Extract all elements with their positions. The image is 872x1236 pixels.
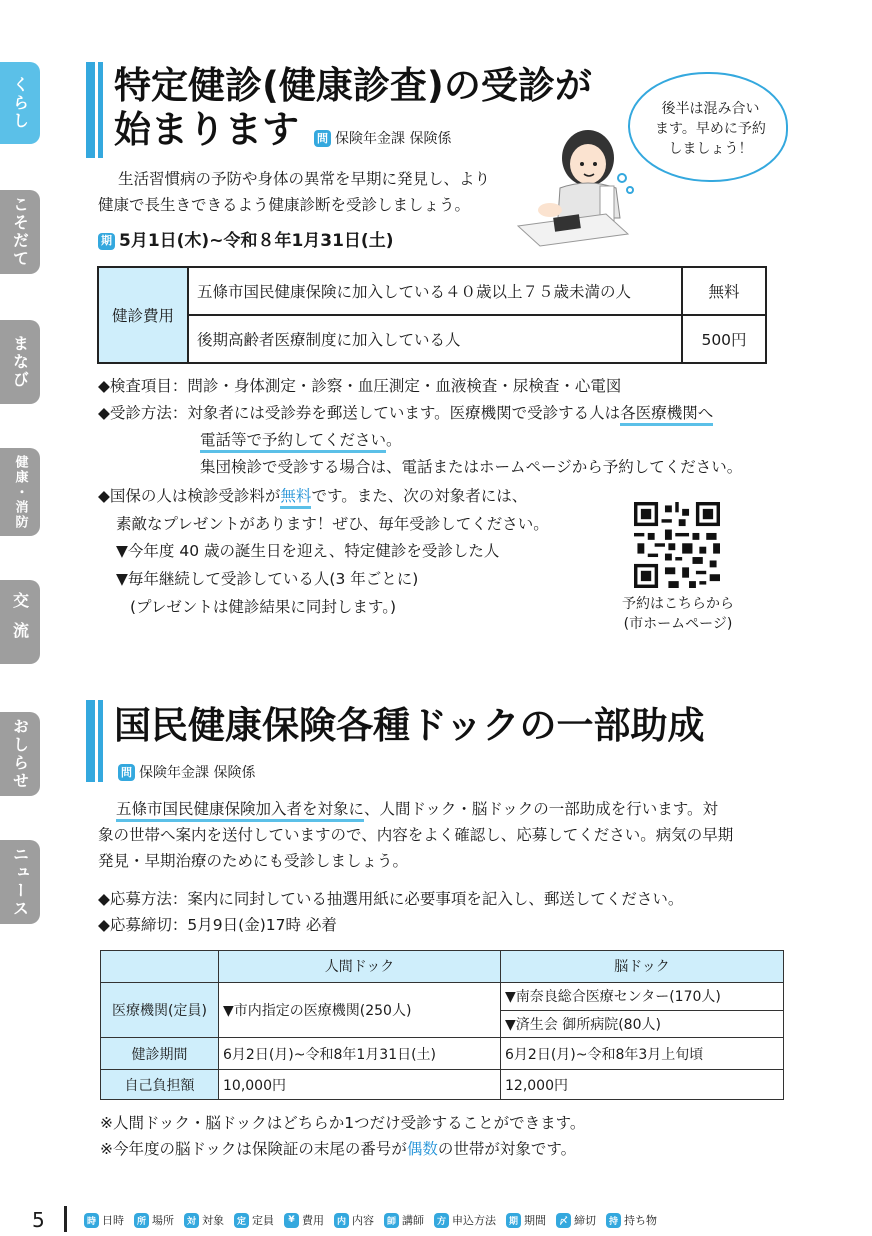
belongings-icon: 持 bbox=[606, 1213, 621, 1228]
dock-row-period-label: 健診期間 bbox=[101, 1038, 219, 1070]
heading-accent-bar bbox=[86, 700, 95, 782]
side-tabs bbox=[0, 0, 42, 1236]
section2-title: 国民健康保険各種ドックの一部助成 bbox=[114, 704, 705, 747]
dock-row-cost-label: 自己負担額 bbox=[101, 1070, 219, 1100]
section1-dept-text: 保険年金課 保険係 bbox=[335, 131, 452, 147]
legend-label: 持ち物 bbox=[624, 1214, 657, 1227]
section2-intro-line2: 象の世帯へ案内を送付していますので、内容をよく確認し、応募してください。病気の早期 bbox=[98, 826, 734, 844]
section2-dept-text: 保険年金課 保険係 bbox=[139, 765, 256, 781]
heading-accent-bar-thin bbox=[98, 700, 103, 782]
dock-col-ningen: 人間ドック bbox=[219, 951, 501, 983]
qr-caption bbox=[610, 594, 746, 634]
dock-col-nou: 脳ドック bbox=[501, 951, 784, 983]
present-note: (プレゼントは健診結果に同封します。) bbox=[130, 598, 396, 616]
legend-item bbox=[184, 1212, 224, 1228]
section2-intro-rest: 、人間ドック・脳ドックの一部助成を行います。対 bbox=[364, 800, 719, 818]
dock-table bbox=[100, 950, 784, 1100]
method-line1 bbox=[98, 400, 713, 426]
page-divider bbox=[64, 1206, 67, 1232]
side-tab-oshirase[interactable]: おしらせ bbox=[0, 712, 40, 796]
side-tab-kosodate[interactable]: こそだて bbox=[0, 190, 40, 274]
legend-label: 定員 bbox=[252, 1214, 274, 1227]
apply-method: ◆応募方法：案内に同封している抽選用紙に必要事項を記入し、郵送してください。 bbox=[98, 890, 684, 908]
apply-method-icon: 方 bbox=[434, 1213, 449, 1228]
legend-label: 日時 bbox=[102, 1214, 124, 1227]
legend-item bbox=[556, 1212, 596, 1228]
dock-period-nou: 6月2日(月)~令和8年3月上旬頃 bbox=[501, 1038, 784, 1070]
method-line2 bbox=[200, 427, 402, 453]
deadline-icon: 〆 bbox=[556, 1213, 571, 1228]
table-row bbox=[101, 982, 784, 1010]
dock-table-corner bbox=[101, 951, 219, 983]
section2-intro-line1 bbox=[116, 796, 718, 822]
qr-code-icon[interactable] bbox=[634, 502, 720, 588]
section1-intro-line2: 健康で長生きできるよう健康診断を受診しましょう。 bbox=[98, 196, 471, 214]
legend-label: 講師 bbox=[402, 1214, 424, 1227]
section1-period bbox=[98, 228, 393, 254]
legend-item bbox=[606, 1212, 657, 1228]
speech-bubble-text bbox=[653, 99, 768, 159]
section2-intro-line3 bbox=[98, 848, 408, 874]
target2: ▼毎年継続して受診している人(3 年ごとに) bbox=[116, 570, 419, 588]
legend-item bbox=[84, 1212, 124, 1228]
section1-title-line2: 始まります bbox=[114, 108, 299, 151]
section1-dept bbox=[314, 128, 451, 148]
legend-label: 対象 bbox=[202, 1214, 224, 1227]
fee-category: 健診費用 bbox=[98, 267, 188, 363]
dock-cost-ningen: 10,000円 bbox=[219, 1070, 501, 1100]
qr-caption-line: 予約はこちらから bbox=[622, 596, 734, 612]
legend-label: 費用 bbox=[302, 1214, 324, 1227]
table-row bbox=[101, 1070, 784, 1100]
place-icon: 所 bbox=[134, 1213, 149, 1228]
fee-desc: 五條市国民健康保険に加入している４０歳以上７５歳未満の人 bbox=[188, 267, 682, 315]
table-row bbox=[101, 1038, 784, 1070]
fee-table bbox=[97, 266, 767, 364]
datetime-icon: 時 bbox=[84, 1213, 99, 1228]
kokuho-line2: 素敵なプレゼントがあります！ぜひ、毎年受診してください。 bbox=[116, 515, 549, 533]
legend-item bbox=[334, 1212, 374, 1228]
bubble-line: ます。早めに予約 bbox=[655, 121, 766, 137]
fee-price: 500円 bbox=[682, 315, 766, 363]
inquiry-badge-icon: 問 bbox=[118, 764, 135, 781]
dock-inst-nou2: ▼済生会 御所病院(80人) bbox=[501, 1010, 784, 1038]
legend-label: 期間 bbox=[524, 1214, 546, 1227]
dock-inst-ningen: ▼市内指定の医療機関(250人) bbox=[219, 982, 501, 1037]
fee-price: 無料 bbox=[682, 267, 766, 315]
method-line3: 集団検診で受診する場合は、電話またはホームページから予約してください。 bbox=[200, 458, 743, 476]
lecturer-icon: 師 bbox=[384, 1213, 399, 1228]
side-tab-kenko[interactable]: 健康・消防 bbox=[0, 448, 40, 536]
content-icon: 内 bbox=[334, 1213, 349, 1228]
dock-inst-nou1: ▼南奈良総合医療センター(170人) bbox=[501, 982, 784, 1010]
footer bbox=[0, 1200, 872, 1236]
dock-period-ningen: 6月2日(月)~令和8年1月31日(土) bbox=[219, 1038, 501, 1070]
note2-prefix: ※今年度の脳ドックは保険証の末尾の番号が bbox=[100, 1140, 407, 1158]
method-underline2: 電話等で予約してください bbox=[200, 431, 386, 453]
legend-item bbox=[434, 1212, 496, 1228]
side-tab-news[interactable]: ニュース bbox=[0, 840, 40, 924]
side-tab-koryu[interactable]: 交流 bbox=[0, 580, 40, 664]
dock-row-inst-label: 医療機関(定員) bbox=[101, 982, 219, 1037]
method-end: 。 bbox=[386, 431, 402, 449]
legend-item bbox=[506, 1212, 546, 1228]
note2 bbox=[100, 1136, 576, 1162]
note2-suffix: の世帯が対象です。 bbox=[437, 1140, 577, 1158]
heading-accent-bar-thin bbox=[98, 62, 103, 158]
bubble-line: 後半は混み合い bbox=[661, 101, 760, 117]
capacity-icon: 定 bbox=[234, 1213, 249, 1228]
method-prefix: ◆受診方法：対象者には受診券を郵送しています。医療機関で受診する人は bbox=[98, 404, 621, 422]
section1-title-line1: 特定健診(健康診査)の受診が bbox=[114, 64, 592, 107]
kokuho-suffix: です。また、次の対象者には、 bbox=[311, 487, 528, 505]
kokuho-line1 bbox=[98, 483, 527, 509]
legend-label: 申込方法 bbox=[452, 1214, 496, 1227]
section1-period-text: 5月1日(木)~令和８年1月31日(土) bbox=[119, 231, 394, 251]
table-row bbox=[98, 315, 766, 363]
page-number: 5 bbox=[32, 1208, 45, 1232]
legend-item bbox=[134, 1212, 174, 1228]
section1-intro-line1: 生活習慣病の予防や身体の異常を早期に発見し、より bbox=[118, 170, 491, 188]
dock-cost-nou: 12,000円 bbox=[501, 1070, 784, 1100]
kokuho-free: 無料 bbox=[280, 487, 311, 509]
table-row bbox=[98, 267, 766, 315]
cost-icon: ¥ bbox=[284, 1213, 299, 1228]
legend-label: 場所 bbox=[152, 1214, 174, 1227]
section2-intro-line3-text: 発見・早期治療のためにも受診しましょう bbox=[98, 852, 393, 870]
apply-deadline: ◆応募締切：5月9日(金)17時 必着 bbox=[98, 916, 337, 934]
target1: ▼今年度 40 歳の誕生日を迎え、特定健診を受診した人 bbox=[116, 542, 500, 560]
legend-item bbox=[234, 1212, 274, 1228]
method-underline1: 各医療機関へ bbox=[620, 404, 713, 426]
legend-label: 締切 bbox=[574, 1214, 596, 1227]
bubble-line: しましょう！ bbox=[668, 141, 753, 157]
note1: ※人間ドック・脳ドックはどちらか1つだけ受診することができます。 bbox=[100, 1114, 586, 1132]
period-badge-icon: 期 bbox=[98, 233, 115, 250]
qr-caption-line: (市ホームページ) bbox=[623, 616, 733, 632]
period-icon: 期 bbox=[506, 1213, 521, 1228]
note2-even: 偶数 bbox=[406, 1140, 438, 1158]
inquiry-badge-icon: 問 bbox=[314, 130, 331, 147]
heading-accent-bar bbox=[86, 62, 95, 158]
section2-intro-line3-end: 。 bbox=[392, 852, 409, 870]
target-icon: 対 bbox=[184, 1213, 199, 1228]
legend-item bbox=[284, 1212, 324, 1228]
table-row bbox=[101, 951, 784, 983]
legend-label: 内容 bbox=[352, 1214, 374, 1227]
fee-desc: 後期高齢者医療制度に加入している人 bbox=[188, 315, 682, 363]
nurse-illustration-icon bbox=[510, 118, 640, 248]
section2-intro-underline: 五條市国民健康保険加入者を対象に bbox=[116, 800, 364, 822]
kokuho-prefix: ◆国保の人は検診受診料が bbox=[98, 487, 281, 505]
side-tab-kurashi[interactable]: くらし bbox=[0, 62, 40, 144]
legend-item bbox=[384, 1212, 424, 1228]
side-tab-manabi[interactable]: まなび bbox=[0, 320, 40, 404]
icon-legend bbox=[84, 1212, 657, 1228]
section2-dept bbox=[118, 762, 255, 782]
exam-items: ◆検査項目：問診・身体測定・診察・血圧測定・血液検査・尿検査・心電図 bbox=[98, 377, 622, 395]
